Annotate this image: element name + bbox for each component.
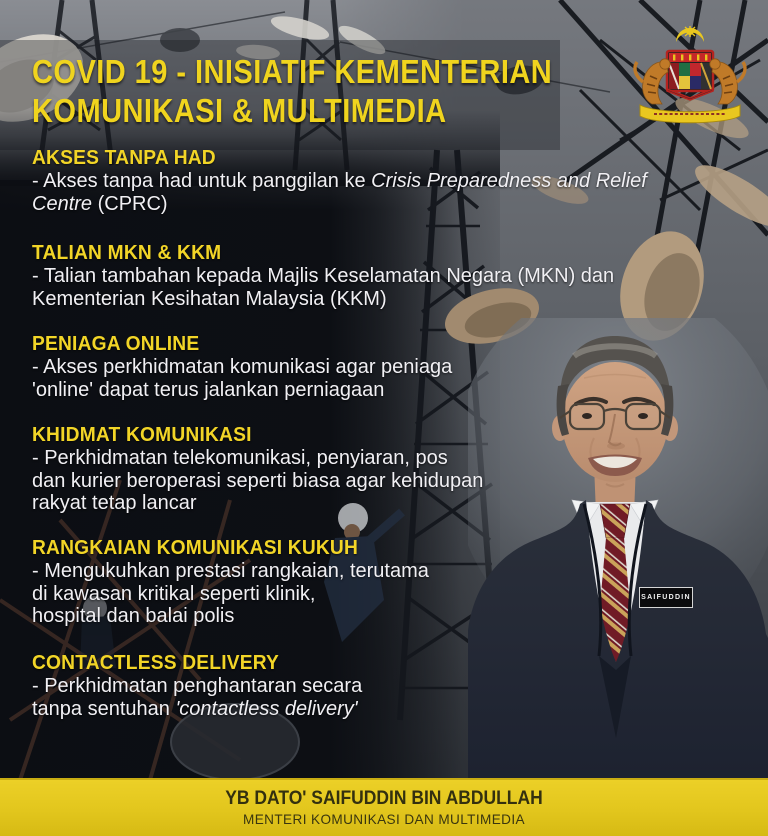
section-text-line: - Talian tambahan kepada Majlis Keselamatan Negara (MKN) dan	[32, 265, 615, 287]
section-text-line: - Perkhidmatan telekomunikasi, penyiaran, pos	[32, 447, 448, 469]
section-body	[32, 356, 732, 401]
section-header: KHIDMAT KOMUNIKASI	[32, 424, 252, 446]
section-text-line: di kawasan kritikal seperti klinik,	[32, 582, 316, 605]
section-body	[32, 447, 732, 515]
crest-shield	[667, 51, 713, 100]
section-text-line: Kementerian Kesihatan Malaysia (KKM)	[32, 287, 387, 310]
section-text-line: dan kurier beroperasi seperti biasa agar kehidupan	[32, 469, 484, 492]
crescent-star-icon	[676, 26, 704, 42]
section-text-line: - Perkhidmatan penghantaran secara	[32, 675, 363, 697]
section-text-line: - Mengukuhkan prestasi rangkaian, terutama	[32, 560, 429, 582]
title-line-2: KOMUNIKASI & MULTIMEDIA	[32, 92, 447, 129]
section-header: CONTACTLESS DELIVERY	[32, 652, 280, 674]
section-text-line: 'online' dapat terus jalankan perniagaan	[32, 378, 385, 401]
info-section-peniaga-online	[32, 332, 732, 401]
section-body	[32, 170, 732, 215]
section-text-line: Centre (CPRC)	[32, 192, 168, 215]
tiger-right-icon	[710, 59, 745, 104]
scroll-banner	[640, 105, 740, 123]
name-tag: SAIFUDDIN	[639, 587, 693, 608]
minister-name: YB DATO' SAIFUDDIN BIN ABDULLAH	[225, 788, 543, 809]
title-line-1: COVID 19 - INISIATIF KEMENTERIAN	[32, 53, 553, 90]
section-header: AKSES TANPA HAD	[32, 147, 216, 169]
minister-title: MENTERI KOMUNIKASI DAN MULTIMEDIA	[243, 811, 525, 827]
section-text-line: - Akses tanpa had untuk panggilan ke Crisis Preparedness and Relief	[32, 170, 647, 192]
section-text-line: hospital dan balai polis	[32, 605, 235, 627]
section-body	[32, 265, 732, 310]
malaysia-coat-of-arms	[624, 26, 756, 126]
section-header: TALIAN MKN & KKM	[32, 242, 222, 264]
section-header: PENIAGA ONLINE	[32, 333, 200, 355]
section-text-line: tanpa sentuhan 'contactless delivery'	[32, 697, 358, 720]
poster-title	[32, 52, 623, 130]
info-section-khidmat-komunikasi	[32, 423, 732, 515]
section-body	[32, 560, 732, 628]
info-section-contactless-delivery	[32, 651, 732, 720]
section-body	[32, 675, 732, 720]
info-section-rangkaian-komunikasi-kukuh	[32, 536, 732, 628]
section-header: RANGKAIAN KOMUNIKASI KUKUH	[32, 537, 359, 559]
tiger-left-icon	[635, 59, 670, 104]
info-section-talian-mkn-kkm	[32, 241, 732, 310]
section-text-line: rakyat tetap lancar	[32, 492, 197, 514]
footer-banner	[0, 778, 768, 836]
info-section-akses-tanpa-had	[32, 146, 732, 215]
section-text-line: - Akses perkhidmatan komunikasi agar peniaga	[32, 356, 453, 378]
